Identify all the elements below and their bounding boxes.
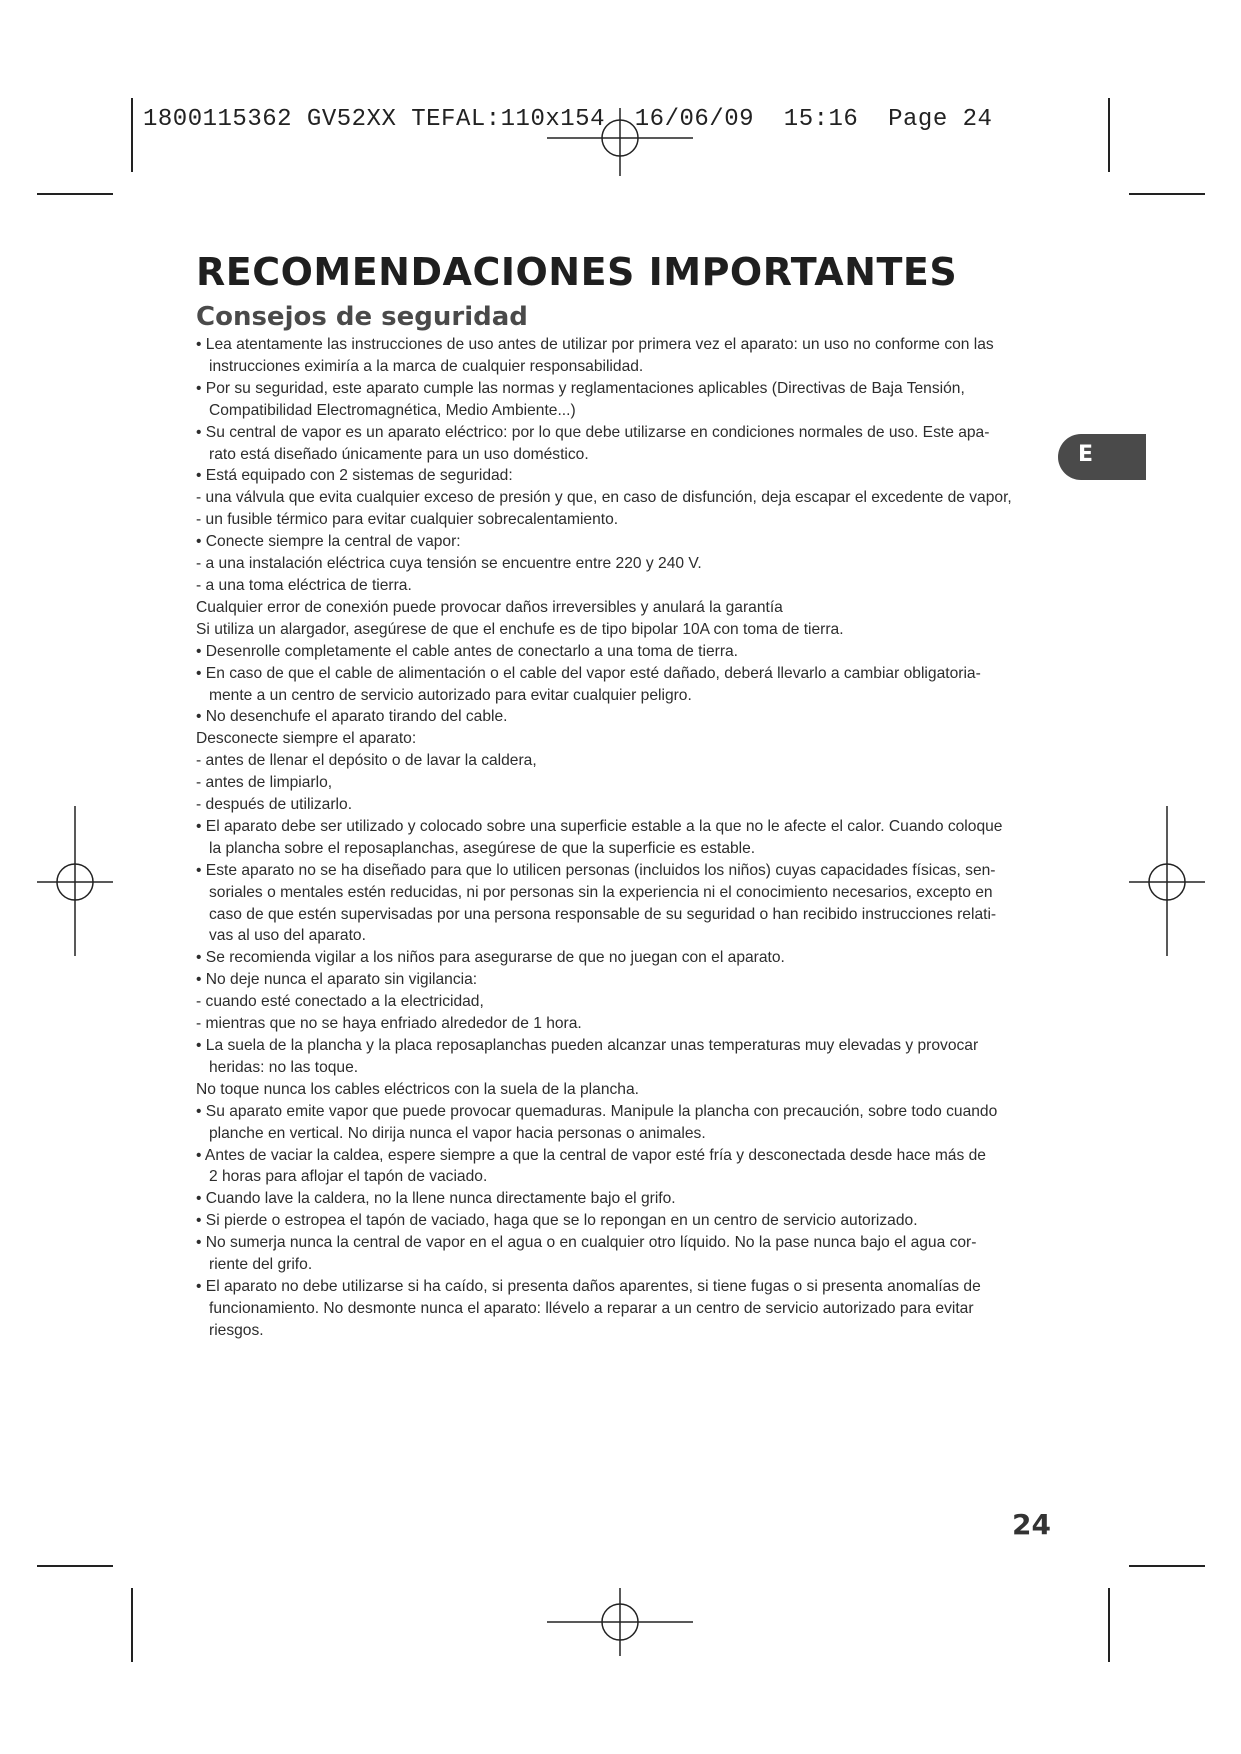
text-line: - después de utilizarlo. bbox=[196, 796, 353, 814]
text-line: • Por su seguridad, este aparato cumple las normas y reglamentaciones aplicables (Directivas de Baja Tensión, bbox=[196, 379, 965, 397]
text-line: - antes de limpiarlo, bbox=[196, 774, 333, 792]
text-line: rato está diseñado únicamente para un uso doméstico. bbox=[209, 445, 589, 463]
text-line: • Su central de vapor es un aparato eléctrico: por lo que debe utilizarse en condiciones normales de uso. Este apa- bbox=[196, 423, 990, 441]
text-line: Cualquier error de conexión puede provocar daños irreversibles y anulará la garantía bbox=[196, 598, 783, 616]
registration-mark-left bbox=[37, 806, 113, 956]
page-title: RECOMENDACIONES IMPORTANTES bbox=[196, 250, 958, 294]
text-line: heridas: no las toque. bbox=[209, 1058, 359, 1076]
text-line: • En caso de que el cable de alimentación o el cable del vapor esté dañado, deberá llevarlo a cambiar obligatoria- bbox=[196, 664, 981, 682]
text-line: • Su aparato emite vapor que puede provocar quemaduras. Manipule la plancha con precaución, sobre todo cuando bbox=[196, 1102, 998, 1120]
text-line: • Si pierde o estropea el tapón de vaciado, haga que se lo repongan en un centro de servicio autorizado. bbox=[196, 1212, 918, 1230]
text-line: caso de que estén supervisadas por una persona responsable de su seguridad o han recibido instrucciones relati- bbox=[209, 905, 997, 923]
language-tab bbox=[1058, 434, 1146, 480]
text-line: planche en vertical. No dirija nunca el vapor hacia personas o animales. bbox=[209, 1124, 706, 1142]
text-line: • La suela de la plancha y la placa reposaplanchas pueden alcanzar unas temperaturas muy elevadas y provocar bbox=[196, 1037, 979, 1054]
text-line: - cuando esté conectado a la electricidad, bbox=[196, 993, 484, 1011]
text-line: • Conecte siempre la central de vapor: bbox=[196, 533, 461, 551]
registration-mark-bottom bbox=[547, 1588, 693, 1656]
text-line: la plancha sobre el reposaplanchas, asegúrese de que la superficie es estable. bbox=[209, 839, 756, 857]
text-line: • No sumerja nunca la central de vapor en el agua o en cualquier otro líquido. No la pase nunca bajo el agua cor- bbox=[196, 1234, 977, 1252]
text-line: Desconecte siempre el aparato: bbox=[196, 730, 417, 748]
text-line: • Se recomienda vigilar a los niños para asegurarse de que no juegan con el aparato. bbox=[196, 949, 785, 967]
text-line: • Este aparato no se ha diseñado para que lo utilicen personas (incluidos los niños) cuyas capacidades físicas, sen- bbox=[196, 861, 996, 879]
text-line: - a una instalación eléctrica cuya tensión se encuentre entre 220 y 240 V. bbox=[196, 555, 702, 573]
text-line: • Desenrolle completamente el cable antes de conectarlo a una toma de tierra. bbox=[196, 642, 739, 660]
text-line: Compatibilidad Electromagnética, Medio Ambiente...) bbox=[209, 401, 576, 419]
text-line: No toque nunca los cables eléctricos con la suela de la plancha. bbox=[196, 1080, 639, 1098]
text-line: • Está equipado con 2 sistemas de seguridad: bbox=[196, 467, 513, 485]
text-line: vas al uso del aparato. bbox=[209, 927, 366, 945]
text-line: 2 horas para aflojar el tapón de vaciado. bbox=[209, 1168, 488, 1186]
text-line: - mientras que no se haya enfriado alrededor de 1 hora. bbox=[196, 1015, 582, 1033]
text-line: • El aparato no debe utilizarse si ha caído, si presenta daños aparentes, si tiene fugas o si presenta anomalías de bbox=[196, 1277, 981, 1295]
text-line: • Cuando lave la caldera, no la llene nunca directamente bajo el grifo. bbox=[196, 1190, 676, 1208]
text-line: - una válvula que evita cualquier exceso de presión y que, en caso de disfunción, deja escapar el excedente de vapor, bbox=[196, 489, 1012, 507]
text-line: • Antes de vaciar la caldea, espere siempre a que la central de vapor esté fría y desconectada desde hace más de bbox=[196, 1146, 986, 1164]
print-slug: 1800115362 GV52XX TEFAL:110x154 16/06/09 15:16 Page 24 bbox=[143, 106, 993, 133]
language-tab-label: E bbox=[1078, 442, 1094, 467]
section-subtitle: Consejos de seguridad bbox=[196, 302, 528, 332]
text-line: riesgos. bbox=[209, 1321, 264, 1339]
text-line: • No deje nunca el aparato sin vigilancia: bbox=[196, 971, 478, 989]
text-line: funcionamiento. No desmonte nunca el aparato: llévelo a reparar a un centro de servicio autorizado para evitar bbox=[209, 1299, 974, 1317]
text-line: • El aparato debe ser utilizado y colocado sobre una superficie estable a la que no le afecte el calor. Cuando coloque bbox=[196, 817, 1003, 835]
text-line: - antes de llenar el depósito o de lavar la caldera, bbox=[196, 752, 537, 770]
text-line: mente a un centro de servicio autorizado para evitar cualquier peligro. bbox=[209, 686, 692, 704]
safety-text bbox=[196, 334, 1054, 1342]
text-line: - a una toma eléctrica de tierra. bbox=[196, 576, 412, 594]
text-line: instrucciones eximiría a la marca de cualquier responsabilidad. bbox=[209, 357, 644, 375]
text-line: - un fusible térmico para evitar cualquier sobrecalentamiento. bbox=[196, 511, 619, 529]
text-line: riente del grifo. bbox=[209, 1256, 313, 1274]
text-line: • No desenchufe el aparato tirando del cable. bbox=[196, 708, 508, 726]
text-line: Si utiliza un alargador, asegúrese de que el enchufe es de tipo bipolar 10A con toma de tierra. bbox=[196, 620, 844, 638]
text-line: • Lea atentamente las instrucciones de uso antes de utilizar por primera vez el aparato: un uso no conforme con las bbox=[196, 336, 994, 353]
registration-mark-right bbox=[1129, 806, 1205, 956]
text-line: soriales o mentales estén reducidas, ni por personas sin la experiencia ni el conocimiento necesarios, excepto en bbox=[209, 883, 993, 901]
page-number: 24 bbox=[1012, 1508, 1051, 1541]
